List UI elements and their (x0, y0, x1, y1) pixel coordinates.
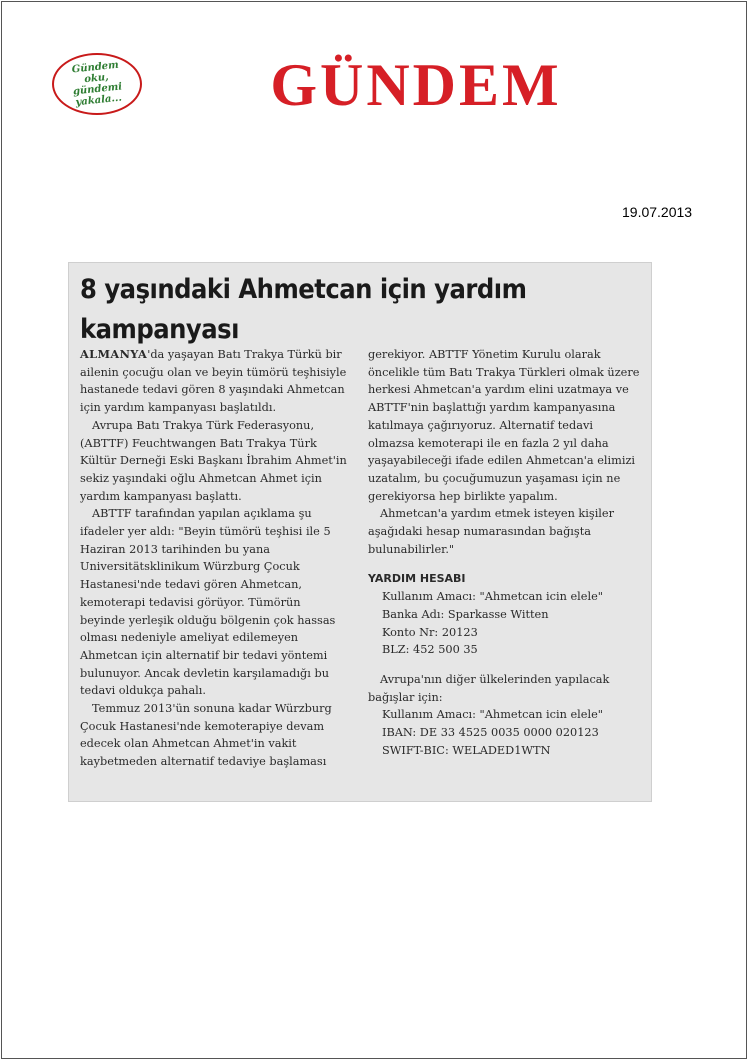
intl-iban: IBAN: DE 33 4525 0035 0000 020123 (382, 726, 599, 740)
paragraph-donate: Ahmetcan'a yardım etmek isteyen kişiler aşağıdaki hesap numarasından bağışta bulunabilirler." (368, 507, 615, 556)
article-headline: 8 yaşındaki Ahmetcan için yardım kampanyası (80, 274, 527, 345)
intl-swift: SWIFT-BIC: WELADED1WTN (382, 743, 551, 757)
paragraph-federation: Avrupa Batı Trakya Türk Federasyonu, (ABTTF) Feuchtwangen Batı Trakya Türk Kültür Derneği Eski Başkanı İbrahim Ahmet'in sekiz yaşındaki oğlu Ahmetcan Ahmet için yardım kampanyası başlattı. (80, 418, 347, 503)
paragraph-treatment: Temmuz 2013'ün sonuna kadar Würzburg Çocuk Hastanesi'nde kemoterapiye devam edecek olan Ahmetcan Ahmet'in vakit kaybetmeden alternatif tedaviye başlaması (80, 702, 332, 769)
article-right-column (368, 346, 640, 759)
paragraph-statement: ABTTF tarafından yapılan açıklama şu ifadeler yer aldı: "Beyin tümörü teşhisi ile 5 Haziran 2013 tarihinden bu yana Universitätsklinikum Würzburg Çocuk Hastanesi'nde tedavi gören Ahmetcan, kemoterapi tedavisi görüyor. Tümörün beyinde yerleşik olduğu bölgenin çok hassas olması nedeniyle ameliyat edilemeyen Ahmetcan için alternatif bir tedavi yöntemi bulunuyor. Ancak devletin karşılamadığı bu tedavi oldukça pahalı. (80, 507, 336, 698)
paragraph-intro (80, 346, 348, 417)
article-left-column (80, 346, 348, 771)
masthead-title: GÜNDEM (270, 52, 562, 118)
paragraph-appeal: gerekiyor. ABTTF Yönetim Kurulu olarak öncelikle tüm Batı Trakya Türkleri olmak üzere herkesi Ahmetcan'a yardım elini uzatmaya ve ABTTF'nin başlattığı yardım kampanyasına katılmaya çağırıyoruz. Alternatif tedavi olmazsa kemoterapi ile en fazla 2 yıl daha yaşayabileceği ifade edilen Ahmetcan'a elimizi uzatalım, bu çocuğumuzun yaşaması için ne gerekiyorsa hep birlikte yapalım. (368, 348, 640, 503)
logo-slogan: Gündem oku, gündemi yakala... (71, 59, 123, 109)
account-blz: BLZ: 452 500 35 (382, 643, 478, 657)
intl-purpose: Kullanım Amacı: "Ahmetcan icin elele" (382, 708, 603, 722)
account-purpose: Kullanım Amacı: "Ahmetcan icin elele" (382, 590, 603, 604)
paragraph-international: Avrupa'nın diğer ülkelerinden yapılacak bağışlar için: (368, 672, 610, 704)
paragraph-intro-text: 'da yaşayan Batı Trakya Türkü bir ailenin çocuğu olan ve beyin tümörü teşhisiyle hastanede tedavi gören 8 yaşındaki Ahmetcan için yardım kampanyası başlatıldı. (80, 348, 347, 415)
account-box-title: YARDIM HESABI (368, 572, 466, 586)
account-bank-name: Banka Adı: Sparkasse Witten (382, 607, 549, 621)
account-number: Konto Nr: 20123 (382, 625, 478, 639)
dateline: ALMANYA (80, 347, 148, 361)
publication-date: 19.07.2013 (622, 204, 693, 220)
gundem-logo (52, 53, 142, 115)
